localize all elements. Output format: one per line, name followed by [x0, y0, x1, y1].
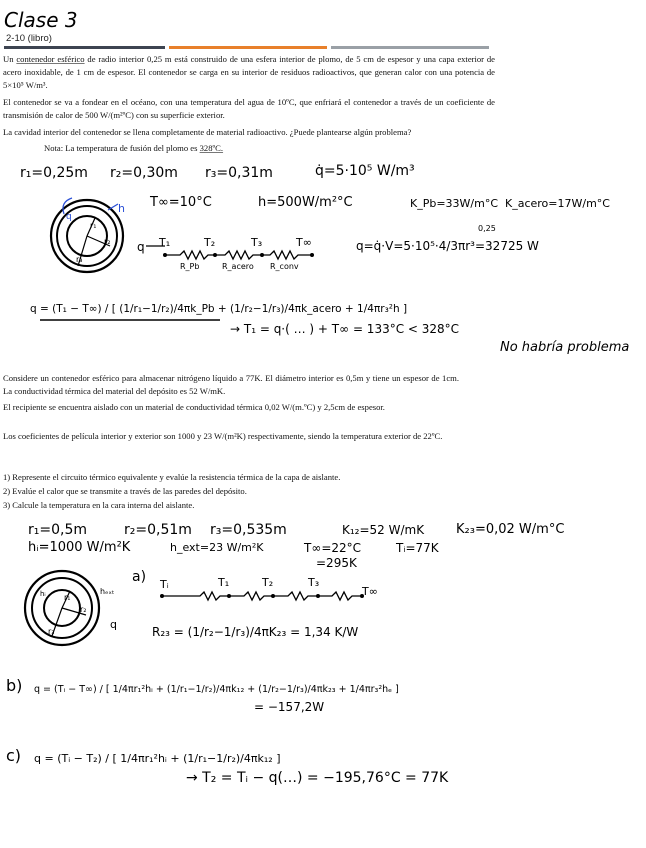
label-r1-2: r₁ [64, 593, 71, 602]
problem2-item3: 3) Calcule la temperatura en la cara interna del aislante. [3, 500, 195, 510]
circuit2-t1-label: T₁ [218, 576, 230, 589]
circuit1-node-t2 [213, 253, 217, 257]
hw-r3: r₃=0,31m [205, 165, 273, 181]
hw-conclusion: No habría problema [500, 340, 630, 355]
problem1-paragraph1: Un contenedor esférico de radio interior 0,25 m está construido de una esfera interior de plomo, de 5 cm de espesor y una capa exterior de acero inoxidable, de 1 cm de espesor. El contenedor se carga en su interior de residuos radioactivos, que generan calor con una potencia de 5×10⁵ W/m³. [3, 54, 495, 90]
hw-r2: r₂=0,30m [110, 165, 178, 181]
problem2-paragraph3: Los coeficientes de película interior y exterior son 1000 y 23 W/(m²K) respectivamente, siendo la temperatura exterior de 22ºC. [3, 431, 443, 441]
circuit1-resistors [165, 251, 312, 259]
hw-t1-equation: → T₁ = q·( … ) + T∞ = 133°C < 328°C [230, 322, 460, 336]
label-hi-2: hᵢ [40, 590, 46, 598]
hw2-b-result: = −157,2W [254, 700, 325, 714]
circuit1-t3-label: T₃ [251, 236, 263, 249]
problem2-item1: 1) Represente el circuito térmico equivalente y evalúe la resistencia térmica de la capa de aislante. [3, 472, 341, 482]
circuit1-t1-label: T₁ [159, 236, 171, 249]
circuit2-tinf-label: T∞ [362, 585, 378, 598]
hw2-r23: R₂₃ = (1/r₂−1/r₃)/4πK₂₃ = 1,34 K/W [152, 625, 359, 639]
hw2-hi: hᵢ=1000 W/m²K [28, 540, 131, 555]
label-r3: r₃ [76, 255, 83, 264]
hw-qgen: q̇=5·10⁵ W/m³ [315, 163, 415, 179]
hw-kpb: K_Pb=33W/m°C [410, 197, 499, 210]
problem1-paragraph3: La cavidad interior del contenedor se llena completamente de material radioactivo. ¿Puede plantearse algún problema? [3, 127, 412, 137]
circuit2-ti-label: Tᵢ [160, 578, 169, 591]
circuit2-node-t2 [271, 594, 275, 598]
circuit1-rpb-label: R_Pb [180, 262, 200, 271]
hw-r1: r₁=0,25m [20, 165, 88, 181]
problem1-paragraph2: El contenedor se va a fondear en el océano, con una temperatura del agua de 10ºC, que enfriará el contenedor a través de un coeficiente de transmisión de calor de 500 W/(m²ºC) con su superficie exterior. [3, 97, 495, 120]
circuit1-node-t3 [260, 253, 264, 257]
hw-h: h=500W/m²°C [258, 195, 353, 210]
hw-tinf: T∞=10°C [150, 195, 212, 210]
hw2-r1: r₁=0,5m [28, 522, 88, 538]
label-r2-2: r₂ [80, 605, 87, 614]
label-r3-2: r₃ [48, 627, 55, 636]
circuit1-q-label: q [137, 240, 145, 254]
label-q-2: q [110, 618, 117, 631]
hw2-c-label: c) [6, 746, 22, 765]
circuit2-node-ti [160, 594, 164, 598]
label-r1: r₁ [90, 221, 97, 230]
label-hext-2: hₑₓₜ [100, 587, 115, 596]
circuit1-racero-label: R_acero [222, 262, 254, 271]
hw2-b-label: b) [6, 676, 23, 695]
problem1-note: Nota: La temperatura de fusión del plomo es 328ºC. [44, 143, 224, 153]
hw2-k23: K₂₃=0,02 W/m°C [456, 522, 565, 537]
label-r2: r₂ [104, 237, 111, 246]
circuit1-rconv-label: R_conv [270, 262, 299, 271]
circuit2-t2-label: T₂ [262, 576, 274, 589]
hw-kacero: K_acero=17W/m°C [505, 197, 610, 210]
circuit1-node-t1 [163, 253, 167, 257]
circuit2-t3-label: T₃ [308, 576, 320, 589]
page-subtitle: 2-10 (libro) [6, 33, 52, 44]
hw2-tinf-k: =295K [316, 556, 357, 570]
hw2-c-equation: q = (Tᵢ − T₂) / [ 1/4πr₁²hᵢ + (1/r₁−1/r₂)/4πk₁₂ ] [34, 752, 281, 765]
circuit1-node-tinf [310, 253, 314, 257]
label-q-blue: q [66, 212, 72, 222]
hw-r-small: 0,25 [478, 224, 496, 233]
hw2-r2: r₂=0,51m [124, 522, 192, 538]
hw2-tinf: T∞=22°C [304, 541, 362, 555]
problem2-paragraph1: Considere un contenedor esférico para almacenar nitrógeno líquido a 77K. El diámetro interior es 0,5m y tiene un espesor de 1cm. La conductividad térmica del material del depósito es 52 W/mK. [3, 373, 459, 396]
hw-q-equation-1: q = (T₁ − T∞) / [ (1/r₁−1/r₂)/4πk_Pb + (1/r₂−1/r₃)/4πk_acero + 1/4πr₃²h ] [30, 303, 408, 315]
circuit2-resistors [162, 592, 362, 600]
hw2-b-equation: q = (Tᵢ − T∞) / [ 1/4πr₁²hᵢ + (1/r₁−1/r₂)/4πk₁₂ + (1/r₂−1/r₃)/4πk₂₃ + 1/4πr₃²hₑ ] [34, 684, 399, 695]
hw2-k12: K₁₂=52 W/mK [342, 523, 425, 537]
hw-qcalc: q=q̇·V=5·10⁵·4/3πr³=32725 W [356, 239, 539, 253]
hw2-a-label: a) [132, 569, 147, 585]
circuit1-t2-label: T₂ [204, 236, 216, 249]
hw2-ti: Tᵢ=77K [396, 541, 439, 555]
hw2-c-result: → T₂ = Tᵢ − q(…) = −195,76°C = 77K [186, 770, 449, 786]
circuit2-node-t1 [227, 594, 231, 598]
circuit1-tinf-label: T∞ [296, 236, 312, 249]
page-title: Clase 3 [4, 8, 78, 32]
label-h-blue: h [118, 202, 125, 215]
problem2-item2: 2) Evalúe el calor que se transmite a través de las paredes del depósito. [3, 486, 247, 496]
problem2-paragraph2: El recipiente se encuentra aislado con un material de conductividad térmica 0,02 W/(m.ºC) y 2,5cm de espesor. [3, 402, 385, 412]
circuit2-node-t3 [316, 594, 320, 598]
hw2-r3: r₃=0,535m [210, 522, 287, 538]
hw2-hext: h_ext=23 W/m²K [170, 541, 264, 554]
